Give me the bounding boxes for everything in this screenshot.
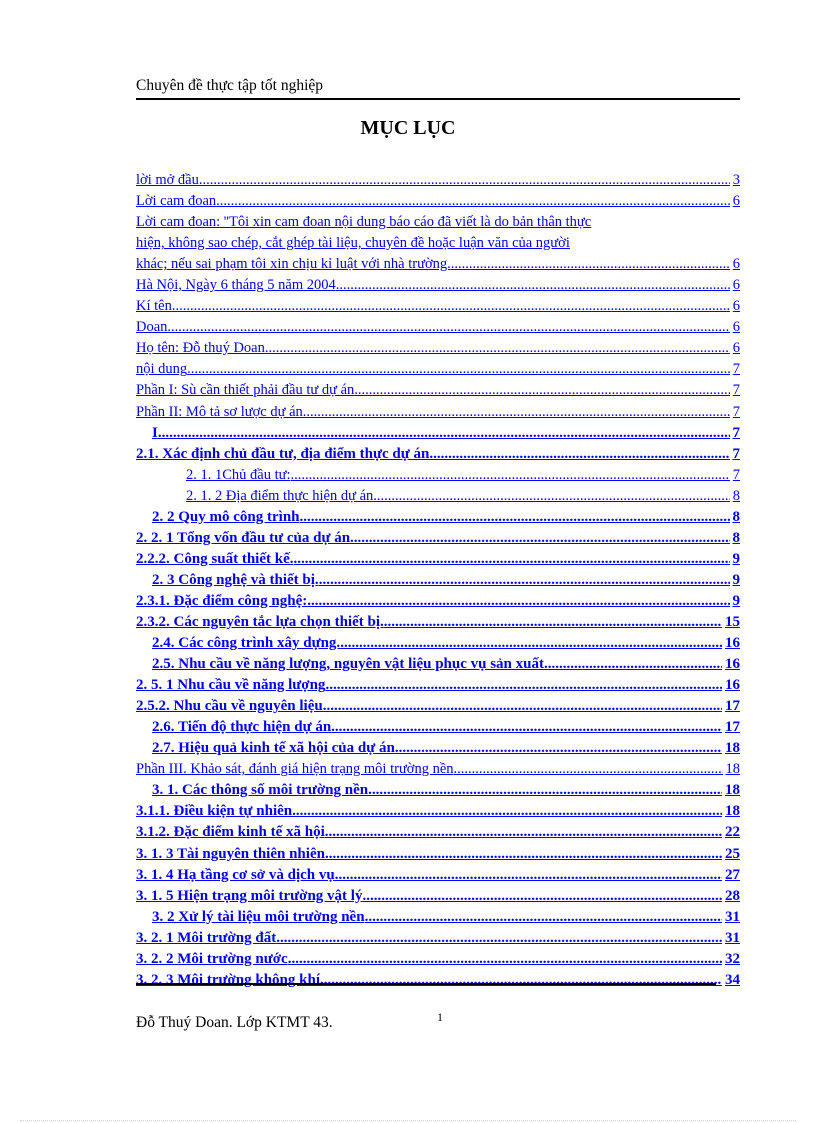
footer-divider (136, 983, 716, 985)
toc-leader (325, 676, 722, 695)
toc-leader (338, 866, 722, 885)
toc-entry-3-1-5[interactable] (136, 887, 740, 908)
toc-leader (336, 276, 730, 295)
toc-entry-title: 2. 3 Công nghệ và thiết bị. (152, 571, 319, 588)
toc-page-number: 18 (725, 782, 740, 799)
toc-entry-roman-1[interactable] (136, 424, 740, 445)
toc-page-number: 31 (725, 929, 740, 946)
toc-leader (331, 718, 722, 737)
toc-leader (265, 339, 730, 358)
toc-entry-3-1-4[interactable] (136, 866, 740, 887)
toc-page-number: 9 (732, 550, 740, 567)
toc-entry-loi-cam-doan[interactable] (136, 192, 740, 213)
toc-entry-2-3-1[interactable] (136, 592, 740, 613)
toc-page-number: 7 (732, 445, 740, 462)
toc-leader (167, 318, 729, 337)
toc-entry-3-1-1[interactable] (136, 802, 740, 823)
toc-page-number: 22 (725, 824, 740, 841)
toc-entry-title: 2. 2 Quy mô công trình (152, 508, 300, 525)
page-bottom-border (20, 1120, 796, 1121)
toc-page-number: 16 (725, 635, 740, 652)
toc-leader (187, 360, 730, 379)
toc-entry-title: 2.5.2. Nhu cầu về nguyên liệu. (136, 698, 327, 715)
toc-page-number: 27 (725, 866, 740, 883)
toc-leader (373, 487, 729, 506)
toc-entry-title: Kí tên (136, 298, 172, 315)
toc-entry-title: Họ tên: Đỗ thuý Doan (136, 340, 265, 357)
toc-leader (325, 823, 722, 842)
toc-entry-3-1[interactable] (136, 781, 740, 802)
toc-entry-3-1-3[interactable] (136, 845, 740, 866)
toc-entry-title: 2.7. Hiệu quả kinh tế xã hội của dự án (152, 740, 395, 757)
toc-entry-2-2-2[interactable] (136, 550, 740, 571)
toc-entry-phan-1[interactable] (136, 381, 740, 402)
toc-entry-title: lời mở đầu (136, 172, 199, 188)
toc-entry-ki-ten[interactable] (136, 297, 740, 318)
toc-entry-2-3[interactable] (136, 571, 740, 592)
toc-entry-title: 3. 1. 4 Hạ tầng cơ sở và dịch vụ. (136, 866, 339, 883)
running-header: Chuyên đề thực tập tốt nghiệp (136, 77, 324, 94)
toc-entry-2-2[interactable] (136, 508, 740, 529)
toc-entry-2-2-1[interactable] (136, 529, 740, 550)
toc-page-number: 17 (725, 698, 740, 715)
toc-entry-2-5-2[interactable] (136, 697, 740, 718)
toc-entry-title: 2.4. Các công trình xây dựng. (152, 635, 341, 652)
toc-entry-date[interactable] (136, 276, 740, 297)
toc-page-number: 3 (732, 172, 740, 188)
toc-entry-title: 3. 1. Các thông số môi trường nền (152, 782, 369, 799)
toc-entry-title: 2.6. Tiến độ thực hiện dự án (152, 719, 332, 736)
toc-entry-title: nội dung (136, 361, 188, 378)
toc-page-number: 34 (725, 971, 740, 988)
toc-entry-2-5[interactable] (136, 655, 740, 676)
toc-page-number: 8 (732, 529, 740, 546)
toc-page-number: 28 (725, 887, 740, 904)
toc-leader (294, 550, 730, 569)
toc-entry-title: 2. 1. 2 Địa điểm thực hiện dự án (186, 487, 374, 504)
page-title: MỤC LỤC (360, 117, 456, 139)
toc-entry-phan-3[interactable] (136, 760, 740, 781)
toc-entry-title: Doan (136, 319, 168, 336)
toc-leader (158, 424, 730, 443)
toc-entry-title: Phần I: Sù cần thiết phải đầu tư dự án (136, 382, 355, 399)
toc-entry-2-1-1[interactable] (136, 466, 740, 487)
toc-page-number: 18 (725, 761, 740, 778)
toc-page-number: 15 (725, 613, 740, 630)
toc-entry-title: 2.2.2. Công suất thiết kế. (136, 550, 294, 567)
toc-entry-3-2-1[interactable] (136, 929, 740, 950)
toc-entry-title: Hà Nội, Ngày 6 tháng 5 năm 2004 (136, 277, 336, 294)
toc-entry-commitment-line-3[interactable] (136, 255, 740, 276)
toc-leader (216, 192, 730, 211)
toc-entry-noi-dung[interactable] (136, 360, 740, 381)
toc-leader (300, 508, 730, 527)
toc-entry-title: 2.5. Nhu cầu về năng lượng, nguyên vật liệu phục vụ sản xuất (152, 656, 544, 673)
table-of-contents (136, 171, 740, 992)
toc-page-number: 6 (732, 256, 740, 273)
toc-entry-phan-2[interactable] (136, 403, 740, 424)
toc-page-number: 6 (732, 340, 740, 357)
toc-entry-title: 2.1. Xác định chủ đầu tư, địa điểm thực dự án. (136, 445, 434, 462)
toc-entry-2-1-2[interactable] (136, 487, 740, 508)
toc-entry-title: 2.3.1. Đặc điểm công nghệ: (136, 592, 308, 609)
toc-page-number: 9 (732, 571, 740, 588)
toc-entry-loi-mo-dau[interactable] (136, 171, 740, 192)
footer-author: Đỗ Thuý Doan. Lớp KTMT 43. (136, 1014, 333, 1031)
toc-leader (451, 255, 730, 274)
toc-entry-3-2[interactable] (136, 908, 740, 929)
toc-page-number: 6 (732, 193, 740, 210)
toc-entry-title: 2.3.2. Các nguyên tắc lựa chọn thiết bị. (136, 613, 384, 630)
toc-entry-title: 2. 1. 1Chủ đầu tư: (186, 466, 291, 483)
toc-entry-title: Phần III. Khảo sát, đánh giá hiện trạng môi trường nền (136, 761, 454, 778)
toc-entry-3-1-2[interactable] (136, 823, 740, 844)
toc-entry-title: khác; nếu sai phạm tôi xin chịu kỉ luật với nhà trường. (136, 256, 451, 273)
toc-leader (454, 760, 723, 779)
toc-entry-title: 3. 1. 5 Hiện trạng môi trường vật lý (136, 887, 363, 904)
toc-page-number: 18 (725, 803, 740, 820)
toc-leader (291, 466, 730, 485)
toc-entry-2-7[interactable] (136, 739, 740, 760)
toc-leader (368, 781, 722, 800)
toc-page-number: 7 (732, 466, 740, 483)
toc-entry-title: 3. 1. 3 Tài nguyên thiên nhiên (136, 845, 325, 862)
toc-leader (354, 381, 729, 400)
toc-page-number: 7 (732, 403, 740, 420)
toc-page-number: 32 (725, 950, 740, 967)
toc-entry-commitment-line-1[interactable]: Lời cam đoan: ''Tôi xin cam đoan nội dung báo cáo đã viết là do bản thân thực (136, 214, 592, 231)
toc-entry-title: 2. 5. 1 Nhu cầu về năng lượng (136, 677, 326, 694)
toc-leader (395, 739, 722, 758)
toc-leader (544, 655, 722, 674)
toc-entry-title: 3. 2. 1 Môi trường đất (136, 929, 277, 946)
toc-page-number: 16 (725, 656, 740, 673)
toc-leader (319, 571, 730, 590)
toc-leader (362, 887, 722, 906)
toc-page-number: 9 (732, 592, 740, 609)
toc-page-number: 6 (732, 298, 740, 315)
toc-leader (172, 297, 730, 316)
toc-page-number: 25 (725, 845, 740, 862)
toc-entry-2-4[interactable] (136, 634, 740, 655)
toc-leader (199, 171, 730, 190)
toc-entry-2-6[interactable] (136, 718, 740, 739)
toc-entry-title: 3. 2. 3 Môi trường không khí. (136, 971, 324, 988)
toc-entry-title: 2. 2. 1 Tổng vốn đầu tư của dự án (136, 529, 351, 546)
page-number: 1 (437, 1010, 443, 1024)
toc-leader (433, 445, 729, 464)
toc-leader (324, 971, 722, 990)
toc-page-number: 6 (732, 319, 740, 336)
toc-entry-title: 3.1.1. Điều kiện tự nhiên (136, 803, 293, 820)
toc-entry-2-3-2[interactable] (136, 613, 740, 634)
toc-leader (306, 403, 729, 422)
toc-page-number: 6 (732, 277, 740, 294)
toc-page-number: 17 (725, 719, 740, 736)
toc-entry-ho-ten[interactable] (136, 339, 740, 360)
toc-entry-3-2-2[interactable] (136, 950, 740, 971)
toc-leader (350, 529, 729, 548)
toc-leader (307, 592, 729, 611)
toc-leader (340, 634, 722, 653)
toc-entry-title: 3.1.2. Đặc điểm kinh tế xã hội (136, 824, 325, 841)
toc-entry-3-2-3[interactable] (136, 971, 740, 992)
toc-leader (292, 802, 722, 821)
toc-entry-title: 3. 2. 2 Môi trường nước (136, 950, 288, 967)
toc-entry-title: 3. 2 Xử lý tài liệu môi trường nền (152, 908, 365, 925)
toc-page-number: 7 (732, 382, 740, 399)
toc-leader (384, 613, 722, 632)
toc-page-number: 16 (725, 677, 740, 694)
toc-leader (365, 908, 722, 927)
toc-entry-title: I (152, 424, 158, 441)
toc-leader (288, 950, 722, 969)
toc-leader (276, 929, 722, 948)
toc-page-number: 8 (732, 487, 740, 504)
toc-entry-title: Lời cam đoan (136, 193, 217, 210)
toc-page-number: 18 (725, 740, 740, 757)
toc-page-number: 8 (732, 508, 740, 525)
toc-entry-title: Phần II: Mô tả sơ lược dự án. (136, 403, 307, 420)
header-divider (136, 98, 740, 100)
toc-page-number: 7 (732, 361, 740, 378)
toc-entry-2-5-1[interactable] (136, 676, 740, 697)
toc-entry-commitment-line-2[interactable]: hiện, không sao chép, cắt ghép tài liệu, chuyên đề hoặc luận văn của người (136, 235, 570, 252)
toc-leader (326, 697, 722, 716)
toc-page-number: 31 (725, 908, 740, 925)
toc-entry-doan[interactable] (136, 318, 740, 339)
toc-leader (325, 845, 722, 864)
toc-page-number: 7 (732, 424, 740, 441)
toc-entry-2-1[interactable] (136, 445, 740, 466)
